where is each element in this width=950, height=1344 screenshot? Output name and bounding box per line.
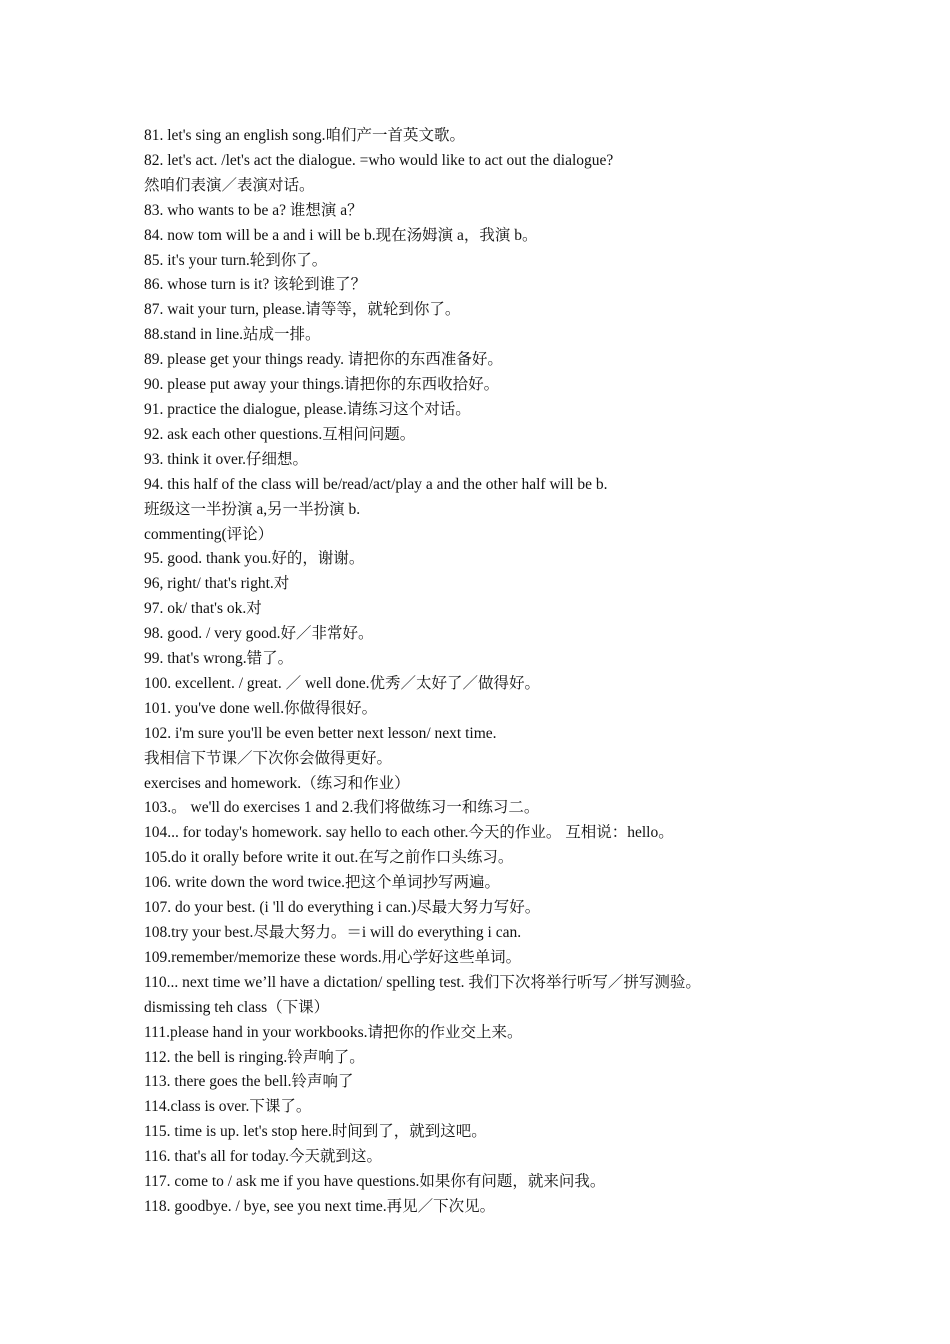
text-line: 118. goodbye. / bye, see you next time.再见／下次见。 <box>144 1197 496 1215</box>
text-line: 117. come to / ask me if you have questions.如果你有问题，就来问我。 <box>144 1173 606 1191</box>
text-line: 112. the bell is ringing.铃声响了。 <box>144 1048 365 1066</box>
text-line: 103.。 we'll do exercises 1 and 2.我们将做练习一和练习二。 <box>144 799 540 817</box>
text-line: 107. do your best. (i 'll do everything i can.)尽最大努力写好。 <box>144 899 541 917</box>
section-heading: commenting(评论） <box>144 525 274 543</box>
text-line: 114.class is over.下课了。 <box>144 1098 312 1116</box>
text-line: 90. please put away your things.请把你的东西收拾好。 <box>144 376 500 394</box>
text-line: 我相信下节课／下次你会做得更好。 <box>144 749 393 767</box>
text-line: 96, right/ that's right.对 <box>144 575 290 593</box>
text-line: 104... for today's homework. say hello to each other.今天的作业。 互相说：hello。 <box>144 824 674 842</box>
text-line: 102. i'm sure you'll be even better next lesson/ next time. <box>144 724 497 742</box>
text-line: 109.remember/memorize these words.用心学好这些单词。 <box>144 948 522 966</box>
section-heading: exercises and homework.（练习和作业） <box>144 774 410 792</box>
text-line: 101. you've done well.你做得很好。 <box>144 699 378 717</box>
text-line: 99. that's wrong.错了。 <box>144 650 294 668</box>
text-line: 115. time is up. let's stop here.时间到了，就到这吧。 <box>144 1123 487 1141</box>
text-line: 88.stand in line.站成一排。 <box>144 326 321 344</box>
text-line: 84. now tom will be a and i will be b.现在汤姆演 a，我演 b。 <box>144 226 538 244</box>
text-line: 85. it's your turn.轮到你了。 <box>144 251 328 269</box>
text-line: 89. please get your things ready. 请把你的东西准备好。 <box>144 351 503 369</box>
text-line: 105.do it orally before write it out.在写之前作口头练习。 <box>144 849 514 867</box>
text-line: 98. good. / very good.好／非常好。 <box>144 625 374 643</box>
text-line: 97. ok/ that's ok.对 <box>144 600 262 618</box>
text-line: 94. this half of the class will be/read/act/play a and the other half will be b. <box>144 475 608 493</box>
text-line: 93. think it over.仔细想。 <box>144 450 309 468</box>
document-body <box>144 124 904 1220</box>
text-line: 83. who wants to be a? 谁想演 a？ <box>144 201 363 219</box>
text-line: 91. practice the dialogue, please.请练习这个对话。 <box>144 400 471 418</box>
text-line: 然咱们表演／表演对话。 <box>144 176 315 194</box>
text-line: 班级这一半扮演 a,另一半扮演 b. <box>144 500 361 518</box>
text-line: 81. let's sing an english song.咱们产一首英文歌。 <box>144 127 465 144</box>
text-line: 87. wait your turn, please.请等等，就轮到你了。 <box>144 301 461 319</box>
text-line: 111.please hand in your workbooks.请把你的作业交上来。 <box>144 1023 523 1041</box>
text-line: 116. that's all for today.今天就到这。 <box>144 1148 382 1166</box>
text-line: 106. write down the word twice.把这个单词抄写两遍。 <box>144 874 501 892</box>
text-line: 108.try your best.尽最大努力。＝i will do everything i can. <box>144 924 522 941</box>
text-line: 113. there goes the bell.铃声响了 <box>144 1073 354 1091</box>
text-line: 95. good. thank you.好的，谢谢。 <box>144 550 365 568</box>
section-heading: dismissing teh class（下课） <box>144 998 330 1016</box>
text-line: 100. excellent. / great. ／ well done.优秀／太好了／做得好。 <box>144 674 541 692</box>
text-line: 92. ask each other questions.互相问问题。 <box>144 425 416 443</box>
text-line: 82. let's act. /let's act the dialogue. =who would like to act out the dialogue? <box>144 151 614 169</box>
text-line: 110... next time we’ll have a dictation/ spelling test. 我们下次将举行听写／拼写测验。 <box>144 973 701 991</box>
text-line: 86. whose turn is it? 该轮到谁了？ <box>144 276 367 294</box>
